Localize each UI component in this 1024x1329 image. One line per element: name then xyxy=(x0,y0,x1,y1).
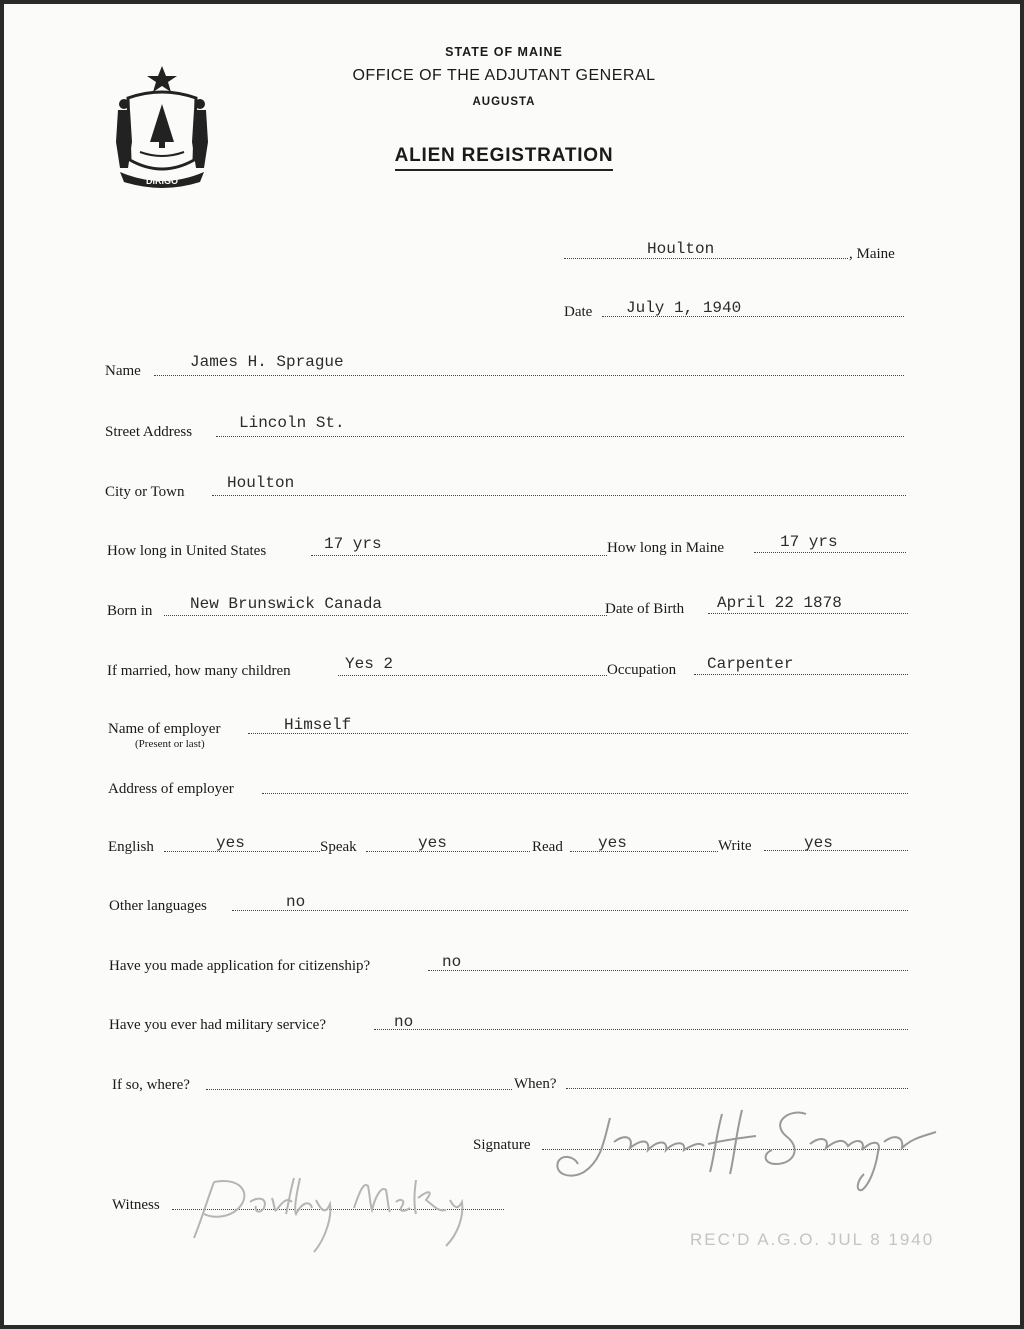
date-value: July 1, 1940 xyxy=(626,299,742,317)
svg-text:DIRIGO: DIRIGO xyxy=(145,176,179,186)
children-value: Yes 2 xyxy=(345,655,394,673)
employer-address-label: Address of employer xyxy=(108,781,234,797)
street-label: Street Address xyxy=(105,424,193,440)
other-languages-value: no xyxy=(286,893,306,911)
received-stamp: REC'D A.G.O. JUL 8 1940 xyxy=(690,1230,935,1249)
employer-value: Himself xyxy=(284,716,352,734)
name-line xyxy=(154,375,904,376)
maine-years-line xyxy=(754,552,906,553)
occupation-value: Carpenter xyxy=(707,655,794,673)
maine-state-seal-icon xyxy=(110,64,214,188)
us-years-value: 17 yrs xyxy=(324,535,382,553)
maine-years-label: How long in Maine xyxy=(607,540,725,556)
where-line xyxy=(206,1089,512,1090)
citizenship-line xyxy=(428,970,908,971)
write-label: Write xyxy=(718,838,752,854)
military-label: Have you ever had military service? xyxy=(109,1017,326,1033)
employer-sublabel: (Present or last) xyxy=(135,738,205,750)
dob-label: Date of Birth xyxy=(605,601,685,617)
occupation-label: Occupation xyxy=(607,662,677,678)
born-line xyxy=(164,615,607,616)
street-value: Lincoln St. xyxy=(239,414,345,432)
when-line xyxy=(566,1088,908,1089)
read-label: Read xyxy=(532,839,563,855)
citizenship-label: Have you made application for citizenship? xyxy=(109,958,371,974)
born-value: New Brunswick Canada xyxy=(190,595,383,613)
registration-form-page xyxy=(4,4,1020,1325)
name-value: James H. Sprague xyxy=(190,353,344,371)
header-state: STATE OF MAINE xyxy=(445,45,563,59)
place-suffix: , Maine xyxy=(849,246,895,262)
city-label: City or Town xyxy=(105,484,185,500)
name-label: Name xyxy=(105,363,141,379)
read-value: yes xyxy=(598,834,627,852)
street-line xyxy=(216,436,904,437)
children-line xyxy=(338,675,607,676)
form-title: ALIEN REGISTRATION xyxy=(304,145,704,167)
dob-value: April 22 1878 xyxy=(717,594,842,612)
occupation-line xyxy=(694,674,908,675)
other-languages-line xyxy=(232,910,908,911)
other-languages-label: Other languages xyxy=(109,898,207,914)
date-label: Date xyxy=(564,304,593,320)
children-label: If married, how many children xyxy=(107,663,291,679)
born-label: Born in xyxy=(107,603,153,619)
employer-address-line xyxy=(262,793,908,794)
speak-value: yes xyxy=(418,834,447,852)
signature-label: Signature xyxy=(473,1137,531,1153)
when-label: When? xyxy=(514,1076,557,1092)
speak-line xyxy=(366,851,530,852)
english-value: yes xyxy=(216,834,245,852)
employer-label: Name of employer xyxy=(108,721,221,737)
read-line xyxy=(570,851,718,852)
place-value: Houlton xyxy=(647,240,715,258)
write-line xyxy=(764,850,908,851)
english-label: English xyxy=(108,839,154,855)
maine-years-value: 17 yrs xyxy=(780,533,838,551)
write-value: yes xyxy=(804,834,833,852)
header-city: AUGUSTA xyxy=(472,96,536,108)
military-value: no xyxy=(394,1013,414,1031)
military-line xyxy=(374,1029,908,1030)
svg-text:Dorothy McKay: Dorothy McKay xyxy=(184,1168,191,1169)
witness-handwriting xyxy=(184,1168,474,1258)
citizenship-value: no xyxy=(442,953,462,971)
svg-text:James H. Sprague: James H. Sprague xyxy=(544,1100,552,1101)
place-line xyxy=(564,258,848,259)
header-office: OFFICE OF THE ADJUTANT GENERAL xyxy=(352,67,656,84)
where-label: If so, where? xyxy=(112,1077,190,1093)
witness-label: Witness xyxy=(112,1197,160,1213)
city-value: Houlton xyxy=(227,474,295,492)
city-line xyxy=(212,495,906,496)
speak-label: Speak xyxy=(320,839,357,855)
us-years-label: How long in United States xyxy=(107,543,267,559)
us-years-line xyxy=(311,555,607,556)
signature-handwriting xyxy=(544,1100,944,1196)
dob-line xyxy=(708,613,908,614)
